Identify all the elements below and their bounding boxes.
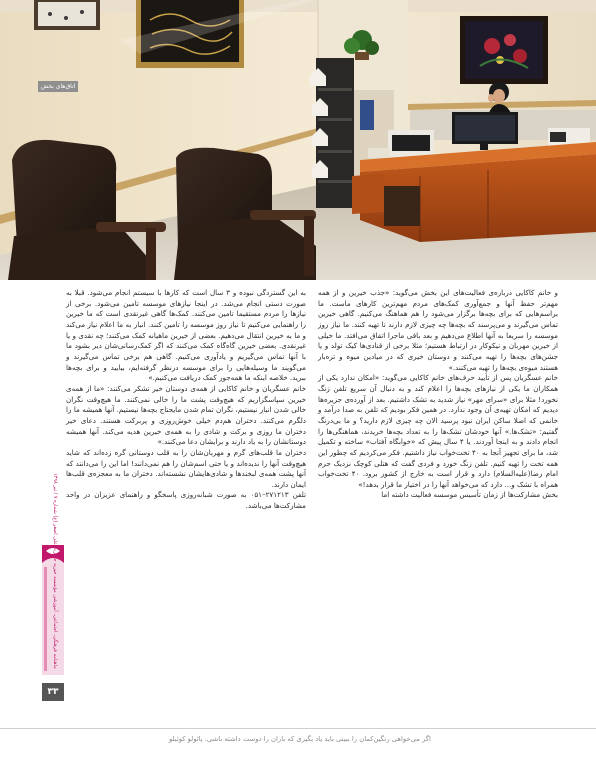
article-paragraph: خانم عسگریان پس از تأیید حرف‌های خانم کاکایی می‌گوید: «امکان ندارد یکی از همکاران ما یکی از نیازهای بچه‌ها را اعلام کند و به دنبال آن سریع تلفن زنگ نخورد! مثلا برای «سرای مهر» نیاز شدید به تشک داشتیم. بعد از آورده‌ی جزیره‌ها دیدیم که امکان تهیه‌ی آن وجود ندارد. در همین فکر بودیم که تلفن به صدا درآمد و خانمی که اصلا ساکن ایران نبود پرسید الان چه چیزی لازم دارید؟ و ما بی‌درنگ گفتیم: «تشک‌ها.» آنها خودشان تشک‌ها را به تعداد بچه‌ها خریدند، هماهنگی‌ها را انجام دادند و به اینجا آوردند. یا ۴ سال پیش که «خوابگاه آفتاب» ساخته و تکمیل شد، ما برای تجهیز آنجا به ۴۰ تخت‌خواب نیاز داشتیم. فکر می‌کردیم که چطور این همه تخت را تهیه کنیم. تلفن زنگ خورد و فردی گفت که هتلی کوچک نزدیک حرم امام رضا(علیه‌السلام) دارد و قرار است به خارج از کشور برود. ۴۰ تخت‌خواب همراه با تشک و... دارد که می‌خواهد آنها را در اختیار ما قرار بدهد!» [318,373,558,489]
article-paragraph: دختران ما قلب‌های گرم و مهربان‌شان را به قلب دوستانی گره زده‌اند که شاید هیچ‌وقت آنها را ندیده‌اند و یا حتی اسم‌شان را هم نمی‌دانند! اما این را می‌دانند که آنها پشت همه‌ی لبخندها و شادی‌هایشان نشسته‌اند. دختران ما به معجزه‌ی قلب‌ها ایمان دارند. [66,447,306,489]
article-paragraph: به این گستردگی نبوده و ۳ سال است که کارها با سیستم انجام می‌شود. قبلا به صورت دستی انجام می‌شد. در اینجا نیازهای موسسه تامین می‌شود. برخی از نیازها را مردم مستقیما تامین می‌کنند. کمک‌ها گاهی غیرنقدی است که ما خیرین را راهنمایی می‌کنیم تا نیاز روز موسسه را تامین کنند. انبار به ما اعلام نیاز می‌کند و ما به خیرین انتقال می‌دهیم. بعضی از خیرین ماهیانه کمک می‌کنند؛ چه نقدی و یا غیرنقدی. بعضی خیرین گاه‌گاه کمک می‌کنند که اگر کمک‌رسانی‌شان دیر بشود ما با آنها تماس می‌گیریم و یادآوری می‌کنیم. گاهی هم برخی تماس می‌گیرند و می‌گویند ما وسیله‌هایی را برای موسسه درنظر گرفته‌ایم، بیایید و برای بچه‌ها ببرید. خلاصه اینکه ما همه‌جور کمک دریافت می‌کنیم.» [66,288,307,383]
magazine-ribbon-text: ماهنامه فرهنگی، اجتماعی، آموزشی مؤسسه خیریه حضرت علی اصغر (ع) شماره ۷ / تیر ۱۳۹۸ [52,473,58,669]
footer-divider [0,728,596,729]
article-paragraph: خانم عسگریان و خانم کاکایی از همه‌ی دوستان خیر تشکر می‌کنند: «ما از همه‌ی خیرین سپاسگزاریم که هیچ‌وقت پشت ما را خالی نمی‌کنند. ما هیچ‌وقت نگران خالی شدن انبار نیستیم، نگران تمام شدن مایحتاج بچه‌ها نیستیم. آنها همیشه ما را دلگرم می‌کنند. دختران هم‌دم خیلی خوش‌روزی و پربرکت هستند. دعای خیر دختران ما روزی و برکت و شادی را به همه‌ی خیرین هدیه می‌کند. آنها همیشه دوستانشان را به یاد دارند و برایشان دعا می‌کنند.» [66,383,306,447]
page-number: ۳۳ [42,683,64,701]
article-paragraph: تلفن ۲۷۱۲۱۳–۰۵۱ به صورت شبانه‌روزی پاسخگو و راهنمای عزیزان در واحد مشارکت‌ها می‌باشد. [66,490,307,511]
footer-quote: اگر می‌خواهی رنگین‌کمان را ببینی باید یاد بگیری که باران را دوست داشته باشی. پائولو کوئیلو [169,735,431,743]
article-paragraph: و خانم کاکایی درباره‌ی فعالیت‌های این بخش می‌گوید: «جذب خیرین و از همه مهم‌تر حفظ آنها و جمع‌آوری کمک‌های مردم مهم‌ترین کارهای ماست. ما براسم‌هایی که برای بچه‌ها برگزار می‌شود را هم هماهنگ می‌کنیم. گاهی خیرین تماس می‌گیرند و می‌پرسند که بچه‌ها چه چیزی لازم دارند تا تهیه کنند. ما نیاز روز موسسه را سریعا به آنها اطلاع می‌دهیم و بعد باقی ماجرا اتفاق می‌افتد. ما خیلی از خیرین مهربان و نیکوکار در ارتباط هستیم؛ مثلا برخی از قنادی‌ها کیک تولد و یا جشن‌های بچه‌ها را تهیه می‌کنند و دوستان خیری که در میادین میوه و تره‌بار هستند میوه‌ی بچه‌ها را تهیه می‌کنند.» [318,288,558,372]
article-column-left [66,288,306,708]
photo-caption-tag: اتاق‌های بخش [38,81,78,92]
article-paragraph: بخش مشارکت‌ها از زمان تأسیس موسسه فعالیت داشته اما [381,490,558,500]
office-photo-illustration [0,0,596,280]
article-column-right [318,288,558,708]
office-photo [0,0,596,280]
